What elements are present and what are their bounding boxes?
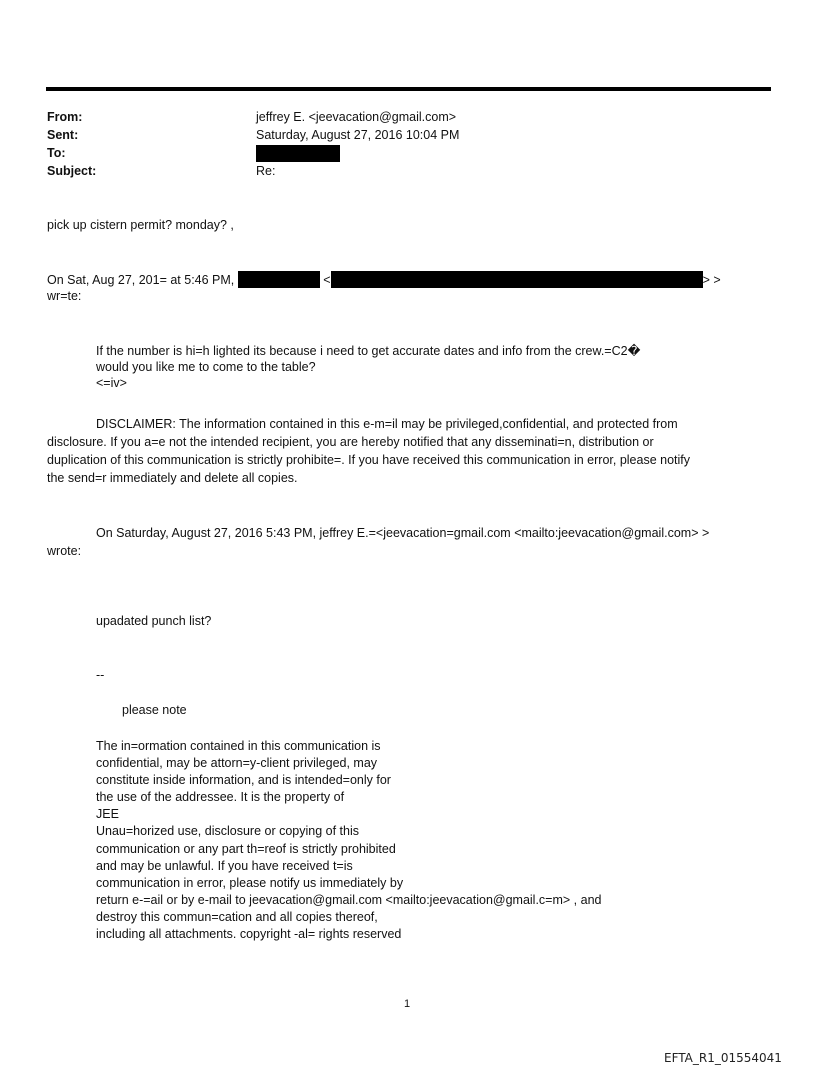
notice-line: constitute inside information, and is intended=only for <box>96 773 391 788</box>
please-note: please note <box>122 703 187 717</box>
punch-list-line: upadated punch list? <box>96 614 212 628</box>
quoted-message <box>96 343 640 391</box>
signature-dash: -- <box>96 668 105 682</box>
redaction-bar <box>238 271 320 288</box>
page-number: 1 <box>404 998 411 1010</box>
quote-intro <box>47 271 721 288</box>
message-line: If the number is hi=h lighted its because i need to get accurate dates and info from the crew.=C2� <box>96 344 641 358</box>
reply-line: pick up cistern permit? monday? , <box>47 218 234 232</box>
quote-intro-gt: > > <box>702 273 721 287</box>
notice-line: including all attachments. copyright -al= rights reserved <box>96 927 402 942</box>
notice-line: destroy this commun=cation and all copies thereof, <box>96 909 378 924</box>
disclaimer-line: duplication of this communication is strictly prohibite=. If you have received this communication in error, please notify <box>47 453 691 467</box>
subject-value: Re: <box>256 164 276 178</box>
header-rule <box>46 87 771 91</box>
notice-line: communication or any part th=reof is strictly prohibited <box>96 841 396 856</box>
notice-line: confidential, may be attorn=y-client privileged, may <box>96 756 378 771</box>
sent-label: Sent: <box>47 128 79 142</box>
from-label: From: <box>47 110 83 124</box>
to-label: To: <box>47 146 66 160</box>
notice-line: The in=ormation contained in this communication is <box>96 739 381 753</box>
quote-intro-text: On Sat, Aug 27, 201= at 5:46 PM, <box>47 273 235 287</box>
notice-line: JEE <box>96 807 119 822</box>
notice-line: return e-=ail or by e-mail to jeevacation@gmail.com <mailto:jeevacation@gmail.c=m> , and <box>96 892 602 907</box>
redaction-bar <box>331 271 703 288</box>
quote-intro-wrote: wr=te: <box>47 289 82 303</box>
quote-intro-lt: < <box>323 273 331 287</box>
notice-line: the use of the addressee. It is the property of <box>96 790 345 805</box>
notice-line: communication in error, please notify us immediately by <box>96 875 404 890</box>
disclaimer <box>47 415 690 487</box>
confidentiality-notice <box>96 738 601 943</box>
quote2-wrote: wrote: <box>47 544 82 558</box>
to-value-redacted <box>256 145 340 162</box>
notice-line: Unau=horized use, disclosure or copying of this <box>96 824 359 839</box>
disclaimer-line: DISCLAIMER: The information contained in this e-m=il may be privileged,confidential, and protected from <box>96 417 678 431</box>
subject-label: Subject: <box>47 164 97 178</box>
document-id: EFTA_R1_01554041 <box>664 1051 782 1065</box>
message-line: <=iv> <box>96 376 127 390</box>
redaction-bar <box>256 145 340 162</box>
sent-value: Saturday, August 27, 2016 10:04 PM <box>256 128 460 142</box>
notice-line: and may be unlawful. If you have received t=is <box>96 858 353 873</box>
quote2-intro: On Saturday, August 27, 2016 5:43 PM, jeffrey E.=<jeevacation=gmail.com <mailto:jeevacation@gmail.com> > <box>96 526 710 540</box>
disclaimer-line: the send=r immediately and delete all copies. <box>47 471 298 485</box>
from-value: jeffrey E. <jeevacation@gmail.com> <box>256 110 457 124</box>
disclaimer-line: disclosure. If you a=e not the intended recipient, you are hereby notified that any disseminati=n, distribution or <box>47 435 654 449</box>
message-line: would you like me to come to the table? <box>96 360 316 374</box>
